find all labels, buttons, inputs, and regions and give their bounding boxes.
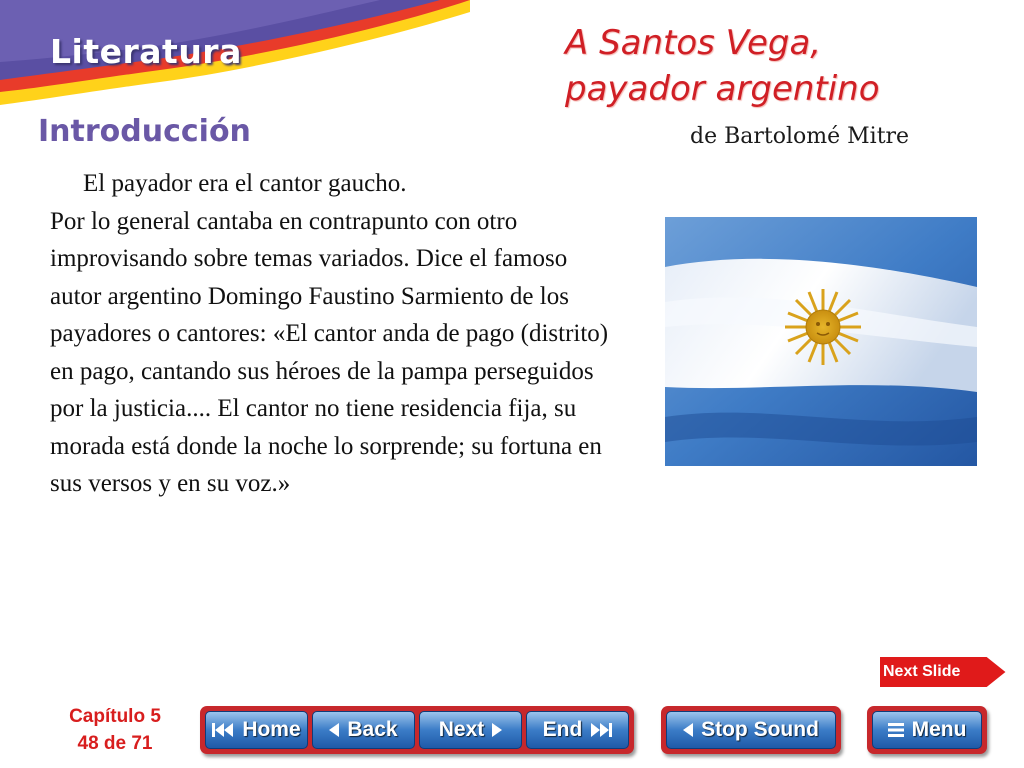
menu-icon (888, 723, 904, 737)
nav-bar (200, 706, 634, 754)
menu-bar (867, 706, 987, 754)
poem-title-line-1: A Santos Vega, (565, 23, 822, 63)
argentina-flag-image (665, 217, 977, 466)
sound-bar (661, 706, 841, 754)
triangle-right-icon (492, 722, 502, 738)
stop-sound-label: Stop Sound (701, 718, 819, 741)
chapter-info (50, 703, 180, 757)
menu-button[interactable] (872, 711, 982, 749)
skip-back-icon (212, 722, 234, 738)
home-label: Home (242, 718, 301, 741)
next-slide-label: Next Slide (883, 663, 961, 680)
skip-forward-icon (590, 722, 612, 738)
back-button[interactable] (312, 711, 415, 749)
page-counter: 48 de 71 (77, 733, 153, 754)
back-label: Back (347, 718, 398, 741)
body-paragraph: Por lo general cantaba en contrapunto con otro improvisando sobre temas variados. Dice el famoso autor argentino Domingo Faustino Sarmiento de los payadores o cantores: «El cantor anda de pago (distrito) en pago, cantando sus héroes de la pampa perseguidos por la justicia.... El cantor no tiene residencia fija, su morada está donde la noche lo sorprende; su fortuna en sus versos y en su voz.» (50, 207, 609, 497)
triangle-left-icon (329, 722, 339, 738)
chapter-label: Capítulo 5 (69, 706, 161, 727)
next-label: Next (438, 718, 485, 741)
stop-sound-button[interactable] (666, 711, 836, 749)
triangle-left-icon (683, 722, 693, 738)
poem-title (565, 20, 880, 112)
menu-label: Menu (911, 718, 967, 741)
next-button[interactable] (419, 711, 522, 749)
argentina-flag-icon (665, 217, 977, 466)
body-text (50, 165, 610, 503)
poem-title-line-2: payador argentino (565, 69, 880, 109)
end-label: End (542, 718, 583, 741)
body-first-line: El payador era el cantor gaucho. (83, 170, 407, 197)
end-button[interactable] (526, 711, 629, 749)
page-heading: Introducción (38, 114, 251, 149)
section-label: Literatura (50, 32, 242, 71)
home-button[interactable] (205, 711, 308, 749)
author-line: de Bartolomé Mitre (690, 124, 910, 149)
next-slide-button[interactable] (879, 656, 1007, 688)
literatura-banner (0, 0, 470, 120)
